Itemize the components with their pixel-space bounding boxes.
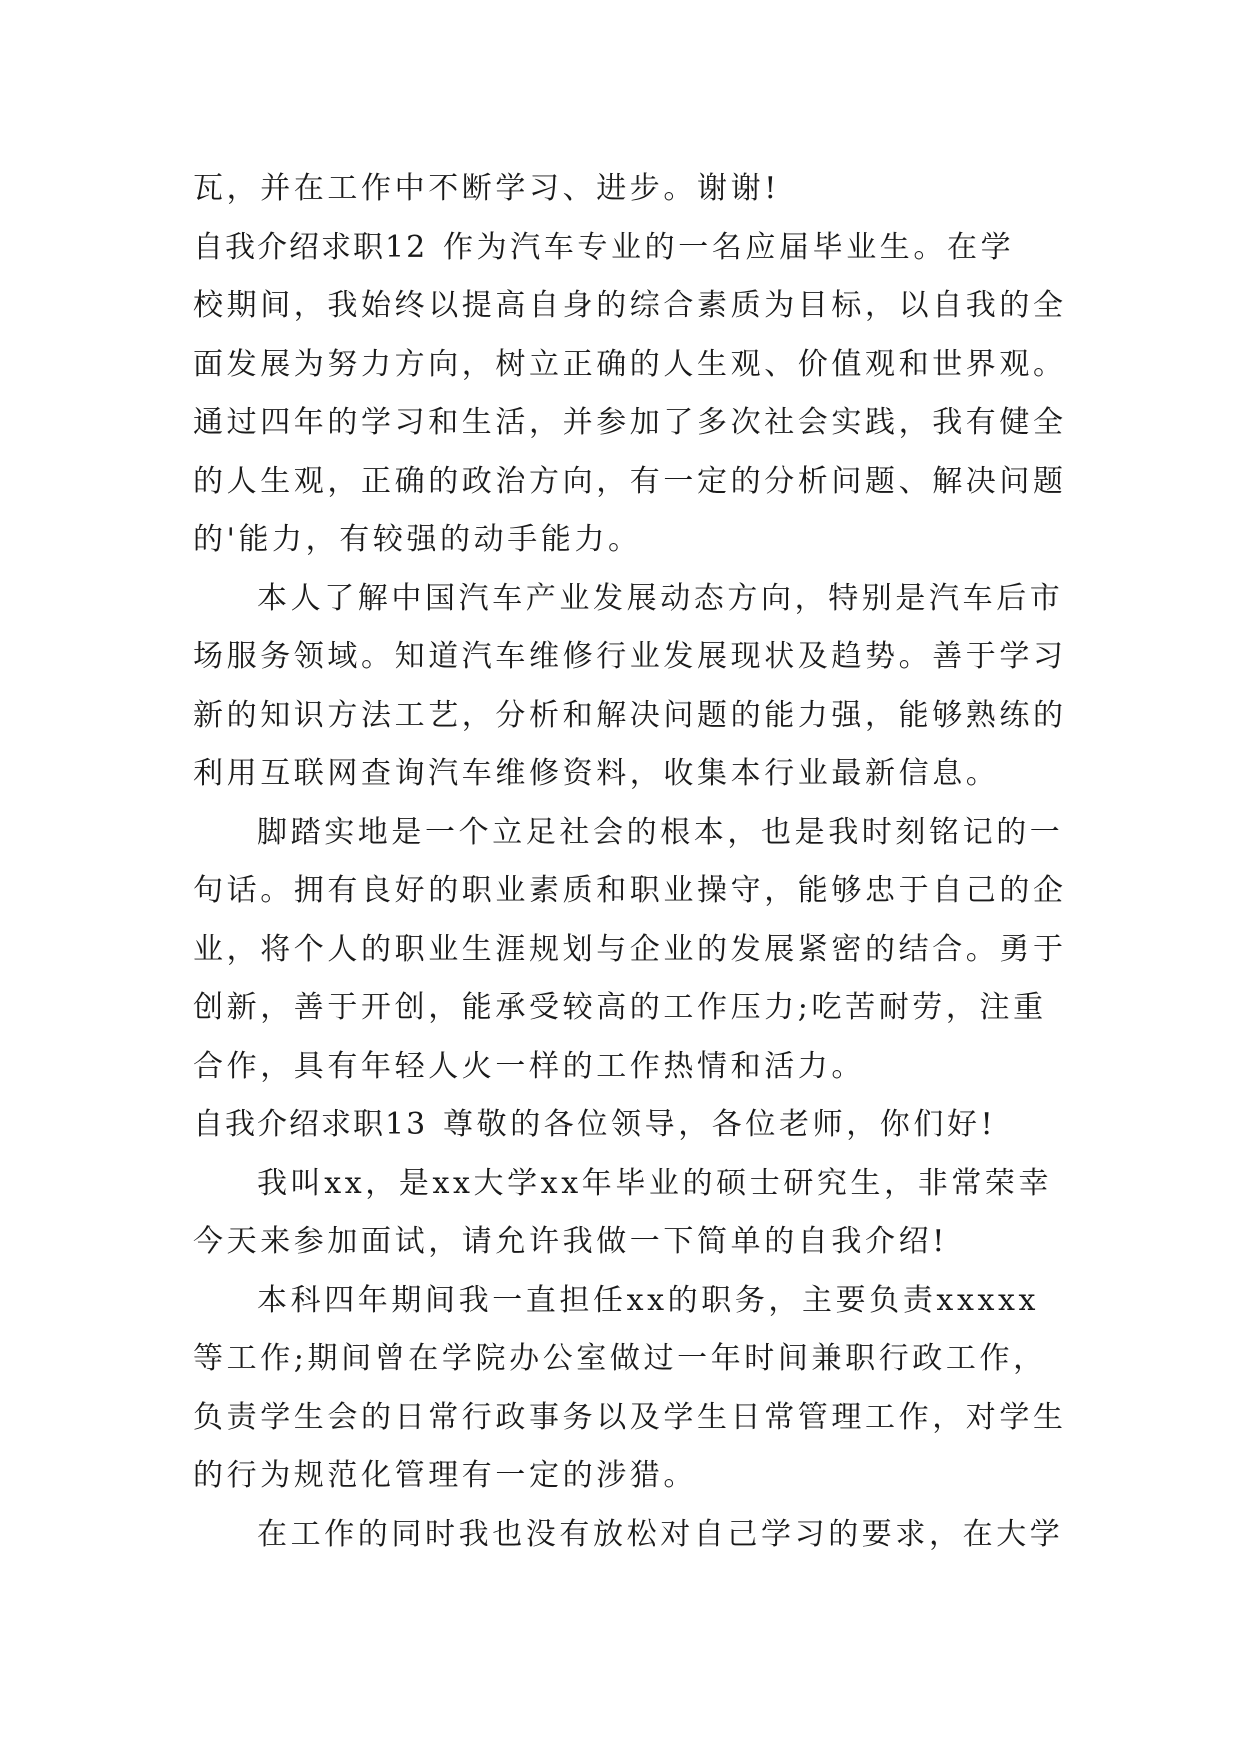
paragraph-start-line: 本科四年期间我一直担任xx的职务，主要负责xxxxx [257, 1282, 1040, 1318]
document-body [193, 160, 1073, 1564]
paragraph-start-line: 本人了解中国汽车产业发展动态方向，特别是汽车后市 [257, 580, 1064, 616]
text-line: 创新，善于开创，能承受较高的工作压力;吃苦耐劳，注重 [193, 990, 1047, 1025]
paragraph-start-line: 我叫xx，是xx大学xx年毕业的硕士研究生，非常荣幸 [257, 1165, 1053, 1201]
section-heading-13 [193, 1096, 1073, 1155]
text-line: 的行为规范化管理有一定的涉猎。 [193, 1458, 697, 1493]
text-line: 负责学生会的日常行政事务以及学生日常管理工作，对学生 [193, 1399, 1067, 1435]
text-line: 场服务领域。知道汽车维修行业发展现状及趋势。善于学习 [193, 639, 1067, 674]
text-line: 面发展为努力方向，树立正确的人生观、价值观和世界观。 [193, 346, 1067, 382]
text-line: 合作，具有年轻人火一样的工作热情和活力。 [193, 1048, 865, 1084]
text-line: 的'能力，有较强的动手能力。 [193, 522, 642, 557]
text-line: 瓦，并在工作中不断学习、进步。谢谢! [193, 171, 780, 206]
text-line: 今天来参加面试，请允许我做一下简单的自我介绍! [193, 1224, 948, 1259]
text-line: 句话。拥有良好的职业素质和职业操守，能够忠于自己的企 [193, 873, 1067, 908]
text-line: 校期间，我始终以提高自身的综合素质为目标，以自我的全 [193, 288, 1067, 323]
text-line: 等工作;期间曾在学院办公室做过一年时间兼职行政工作， [193, 1341, 1047, 1376]
section-lead-text: 作为汽车专业的一名应届毕业生。在学 [443, 229, 1015, 265]
text-line: 新的知识方法工艺，分析和解决问题的能力强，能够熟练的 [193, 697, 1067, 733]
paragraph-start-line: 脚踏实地是一个立足社会的根本，也是我时刻铭记的一 [257, 814, 1064, 850]
paragraph-start-line: 在工作的同时我也没有放松对自己学习的要求，在大学 [257, 1516, 1064, 1552]
section-title: 自我介绍求职13 [193, 1107, 428, 1142]
section-heading-12 [193, 219, 1073, 278]
text-line: 利用互联网查询汽车维修资料，收集本行业最新信息。 [193, 756, 1000, 791]
text-line: 业，将个人的职业生涯规划与企业的发展紧密的结合。勇于 [193, 931, 1067, 967]
text-line: 通过四年的学习和生活，并参加了多次社会实践，我有健全 [193, 405, 1067, 440]
section-title: 自我介绍求职12 [193, 229, 428, 265]
text-line: 的人生观，正确的政治方向，有一定的分析问题、解决问题 [193, 463, 1067, 499]
section-lead-text: 尊敬的各位领导，各位老师，你们好! [443, 1107, 997, 1142]
